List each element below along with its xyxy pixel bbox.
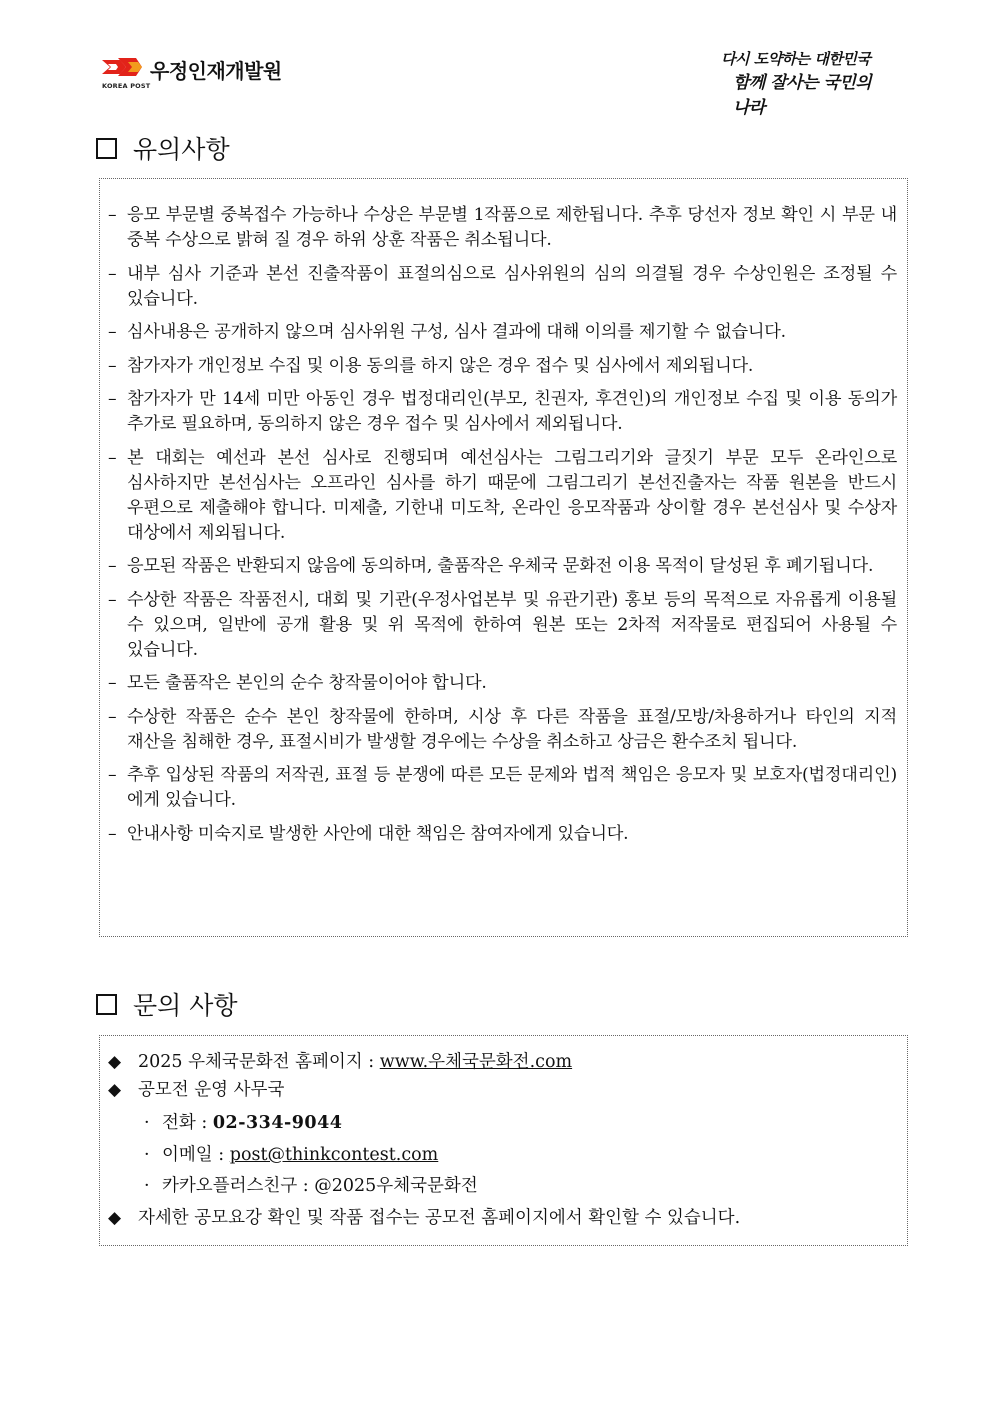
kakao-row	[144, 1174, 478, 1198]
square-bullet-icon	[96, 138, 117, 159]
office-label: 공모전 운영 사무국	[138, 1080, 285, 1100]
phone-row	[144, 1111, 342, 1135]
slogan-line-1: 다시 도약하는 대한민국	[721, 50, 871, 68]
homepage-row	[108, 1050, 572, 1074]
notices-box	[99, 178, 908, 937]
notice-text: 참가자가 만 14세 미만 아동인 경우 법정대리인(부모, 친권자, 후견인)의 개인정보 수집 및 이용 동의가 추가로 필요하며, 동의하지 않은 경우 접수 및 심사에서 제외됩니다.	[127, 389, 897, 434]
notice-item	[108, 387, 897, 437]
notices-title: 유의사항	[133, 135, 230, 164]
notice-text: 수상한 작품은 작품전시, 대회 및 기관(우정사업본부 및 유관기관) 홍보 등의 목적으로 자유롭게 이용될 수 있으며, 일반에 공개 활용 및 위 목적에 한하여 원본 또는 2차적 저작물로 편집되어 사용될 수 있습니다.	[127, 589, 897, 660]
diamond-bullet-icon: ◆	[108, 1052, 122, 1072]
dot-bullet-icon: ·	[144, 1176, 150, 1196]
email-label: 이메일 :	[162, 1145, 230, 1165]
notices-list	[100, 179, 907, 847]
slogan	[719, 48, 889, 118]
dash-bullet-icon: –	[108, 355, 117, 376]
footer-note: 자세한 공모요강 확인 및 작품 접수는 공모전 홈페이지에서 확인할 수 있습니다.	[138, 1208, 741, 1228]
notice-item	[108, 822, 897, 847]
notice-item	[108, 705, 897, 755]
notice-item	[108, 446, 897, 546]
notice-text: 응모 부문별 중복접수 가능하나 수상은 부문별 1작품으로 제한됩니다. 추후 당선자 정보 확인 시 부문 내 중복 수상으로 밝혀 질 경우 하위 상훈 작품은 취소됩니다.	[127, 205, 897, 250]
slogan-line-2: 함께 잘사는 국민의 나라	[733, 73, 872, 118]
notice-text: 참가자가 개인정보 수집 및 이용 동의를 하지 않은 경우 접수 및 심사에서 제외됩니다.	[127, 355, 754, 376]
org-sub-label: KOREA POST	[102, 82, 151, 90]
dot-bullet-icon: ·	[144, 1113, 150, 1133]
square-bullet-icon	[96, 994, 117, 1015]
dot-bullet-icon: ·	[144, 1145, 150, 1165]
notice-text: 내부 심사 기준과 본선 진출작품이 표절의심으로 심사위원의 심의 의결될 경우 수상인원은 조정될 수 있습니다.	[127, 263, 897, 309]
dash-bullet-icon: –	[108, 447, 117, 468]
diamond-bullet-icon: ◆	[108, 1208, 122, 1228]
notice-item	[108, 588, 897, 663]
homepage-link[interactable]: www.우체국문화전.com	[379, 1052, 573, 1072]
notice-item	[108, 320, 897, 345]
dash-bullet-icon: –	[108, 389, 117, 409]
org-logo	[102, 52, 292, 92]
dash-bullet-icon: –	[108, 765, 117, 785]
notice-item	[108, 203, 897, 253]
korea-post-emblem-icon	[102, 56, 146, 82]
notice-text: 심사내용은 공개하지 않으며 심사위원 구성, 심사 결과에 대해 이의를 제기할 수 없습니다.	[127, 322, 786, 342]
dash-bullet-icon: –	[108, 205, 117, 225]
notice-text: 수상한 작품은 순수 본인 창작물에 한하며, 시상 후 다른 작품을 표절/모방/차용하거나 타인의 지적 재산을 침해한 경우, 표절시비가 발생할 경우에는 수상을 취소하고 상금은 환수조치 됩니다.	[127, 706, 897, 752]
dash-bullet-icon: –	[108, 673, 117, 693]
org-name: 우정인재개발원	[150, 59, 282, 83]
phone-label: 전화 :	[162, 1113, 213, 1133]
diamond-bullet-icon: ◆	[108, 1080, 122, 1100]
email-row	[144, 1143, 438, 1167]
contact-box	[99, 1035, 908, 1246]
dash-bullet-icon: –	[108, 706, 117, 727]
notice-item	[108, 763, 897, 813]
dash-bullet-icon: –	[108, 589, 117, 610]
notice-text: 모든 출품작은 본인의 순수 창작물이어야 합니다.	[127, 673, 487, 693]
kakao-label: 카카오플러스친구 : @2025우체국문화전	[162, 1176, 478, 1196]
dash-bullet-icon: –	[108, 263, 117, 284]
contact-title: 문의 사항	[133, 991, 238, 1020]
notice-text: 추후 입상된 작품의 저작권, 표절 등 분쟁에 따른 모든 문제와 법적 책임은 응모자 및 보호자(법정대리인)에게 있습니다.	[127, 765, 897, 810]
notice-item	[108, 354, 897, 379]
notice-text: 응모된 작품은 반환되지 않음에 동의하며, 출품작은 우체국 문화전 이용 목적이 달성된 후 폐기됩니다.	[127, 556, 874, 576]
homepage-label: 2025 우체국문화전 홈페이지 :	[138, 1052, 380, 1072]
notice-item	[108, 671, 897, 696]
dash-bullet-icon: –	[108, 556, 117, 576]
notice-text: 본 대회는 예선과 본선 심사로 진행되며 예선심사는 그림그리기와 글짓기 부문 모두 온라인으로 심사하지만 본선심사는 오프라인 심사를 하기 때문에 그림그리기 본선진출자는 작품 원본을 반드시 우편으로 제출해야 합니다. 미제출, 기한내 미도착, 온라인 응모작품과 상이할 경우 본선심사 및 수상자 대상에서 제외됩니다.	[127, 447, 897, 543]
footer-note-row	[108, 1206, 740, 1230]
email-link[interactable]: post@thinkcontest.com	[229, 1145, 439, 1165]
dash-bullet-icon: –	[108, 322, 117, 342]
dash-bullet-icon: –	[108, 823, 117, 844]
notice-item	[108, 262, 897, 312]
notices-heading	[96, 130, 230, 166]
contact-heading	[96, 986, 238, 1022]
notice-item	[108, 554, 897, 579]
notice-text: 안내사항 미숙지로 발생한 사안에 대한 책임은 참여자에게 있습니다.	[127, 823, 629, 844]
office-row	[108, 1078, 284, 1102]
phone-value: 02-334-9044	[212, 1113, 343, 1133]
